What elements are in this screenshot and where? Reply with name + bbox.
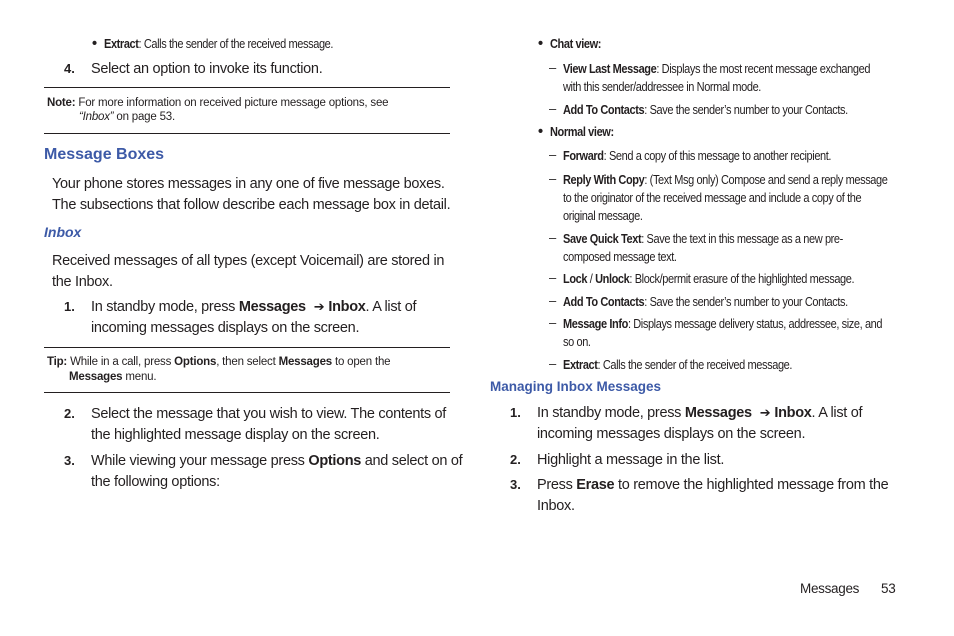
inbox-line1: Received messages of all types (except Voicemail) are stored in <box>52 253 445 269</box>
dash-icon: – <box>549 293 557 308</box>
dash-icon: – <box>549 171 557 186</box>
extract-option-top: Extract: Calls the sender of the received message. <box>104 37 334 51</box>
step-number: 3. <box>64 453 75 468</box>
inbox-step-1: In standby mode, press Messages ➔ Inbox. A list of <box>91 299 417 315</box>
managing-step-2: Highlight a message in the list. <box>537 452 725 468</box>
inbox-line2: the Inbox. <box>52 274 113 290</box>
step-3-line2: the following options: <box>91 474 220 490</box>
tip-label: Tip: <box>47 356 68 368</box>
dash-icon: – <box>549 230 557 245</box>
message-info-line2: so on. <box>563 335 591 349</box>
view-last-message-line2: with this sender/addressee in Normal mode. <box>563 80 761 94</box>
add-to-contacts-normal-option: Add To Contacts: Save the sender’s number to your Contacts. <box>563 295 848 309</box>
tip-top-rule <box>44 347 450 348</box>
reply-with-copy-line2: to the originator of the received message and include a copy of the <box>563 191 862 205</box>
step-2-line2: the highlighted message display on the screen. <box>91 427 380 443</box>
bullet-icon: • <box>538 36 543 52</box>
footer-page-number: 53 <box>881 581 896 596</box>
footer-section-name: Messages <box>800 581 860 596</box>
inbox-step-1-line2: incoming messages displays on the screen. <box>91 320 360 336</box>
managing-step-3-line2: Inbox. <box>537 498 575 514</box>
managing-step-3: Press Erase to remove the highlighted message from the <box>537 477 889 493</box>
chat-view-label: Chat view: <box>550 37 602 51</box>
step-2-line1: Select the message that you wish to view. The contents of <box>91 406 447 422</box>
dash-icon: – <box>549 147 557 162</box>
step-number: 3. <box>510 477 521 492</box>
reply-with-copy-line3: original message. <box>563 209 643 223</box>
step-number: 2. <box>510 452 521 467</box>
step-3-line1: While viewing your message press Options and select on of <box>91 453 463 469</box>
dash-icon: – <box>549 60 557 75</box>
step-number: 1. <box>64 299 75 314</box>
note-line2: “Inbox” on page 53. <box>79 111 175 123</box>
managing-inbox-heading: Managing Inbox Messages <box>490 379 662 394</box>
message-boxes-line1: Your phone stores messages in any one of five message boxes. <box>52 176 445 192</box>
inbox-link[interactable]: “Inbox” <box>79 111 114 123</box>
tip-bottom-rule <box>44 392 450 393</box>
tip-box: Tip: While in a call, press Options, then select Messages to open the <box>47 356 391 368</box>
dash-icon: – <box>549 356 557 371</box>
dash-icon: – <box>549 270 557 285</box>
note-text: For more information on received picture message options, see <box>78 97 389 109</box>
step-number: 1. <box>510 405 521 420</box>
arrow-right-icon: ➔ <box>759 406 771 421</box>
bullet-icon: • <box>92 36 97 52</box>
step-4-text: Select an option to invoke its function. <box>91 61 323 77</box>
save-quick-text-line2: composed message text. <box>563 250 677 264</box>
inbox-heading: Inbox <box>44 224 82 240</box>
step-number: 2. <box>64 406 75 421</box>
arrow-right-icon: ➔ <box>313 300 325 315</box>
note-box <box>47 96 388 110</box>
dash-icon: – <box>549 101 557 116</box>
lock-unlock-option: Lock / Unlock: Block/permit erasure of the highlighted message. <box>563 272 855 286</box>
save-quick-text-option: Save Quick Text: Save the text in this message as a new pre- <box>563 232 843 246</box>
note-top-rule <box>44 87 450 88</box>
add-to-contacts-option: Add To Contacts: Save the sender’s number to your Contacts. <box>563 103 848 117</box>
bullet-icon: • <box>538 124 543 140</box>
note-bottom-rule <box>44 133 450 134</box>
forward-option: Forward: Send a copy of this message to another recipient. <box>563 149 832 163</box>
message-boxes-line2: The subsections that follow describe each message box in detail. <box>52 197 451 213</box>
managing-step-1: In standby mode, press Messages ➔ Inbox. A list of <box>537 405 863 421</box>
managing-step-1-line2: incoming messages displays on the screen. <box>537 426 806 442</box>
reply-with-copy-option: Reply With Copy: (Text Msg only) Compose and send a reply message <box>563 173 888 187</box>
normal-view-label: Normal view: <box>550 125 614 139</box>
dash-icon: – <box>549 315 557 330</box>
tip-line2: Messages menu. <box>69 371 157 383</box>
view-last-message-option: View Last Message: Displays the most recent message exchanged <box>563 62 871 76</box>
message-info-option: Message Info: Displays message delivery status, addressee, size, and <box>563 317 883 331</box>
note-label: Note: <box>47 97 76 109</box>
extract-option-bottom: Extract: Calls the sender of the received message. <box>563 358 793 372</box>
message-boxes-heading: Message Boxes <box>44 146 165 163</box>
step-number: 4. <box>64 61 75 76</box>
